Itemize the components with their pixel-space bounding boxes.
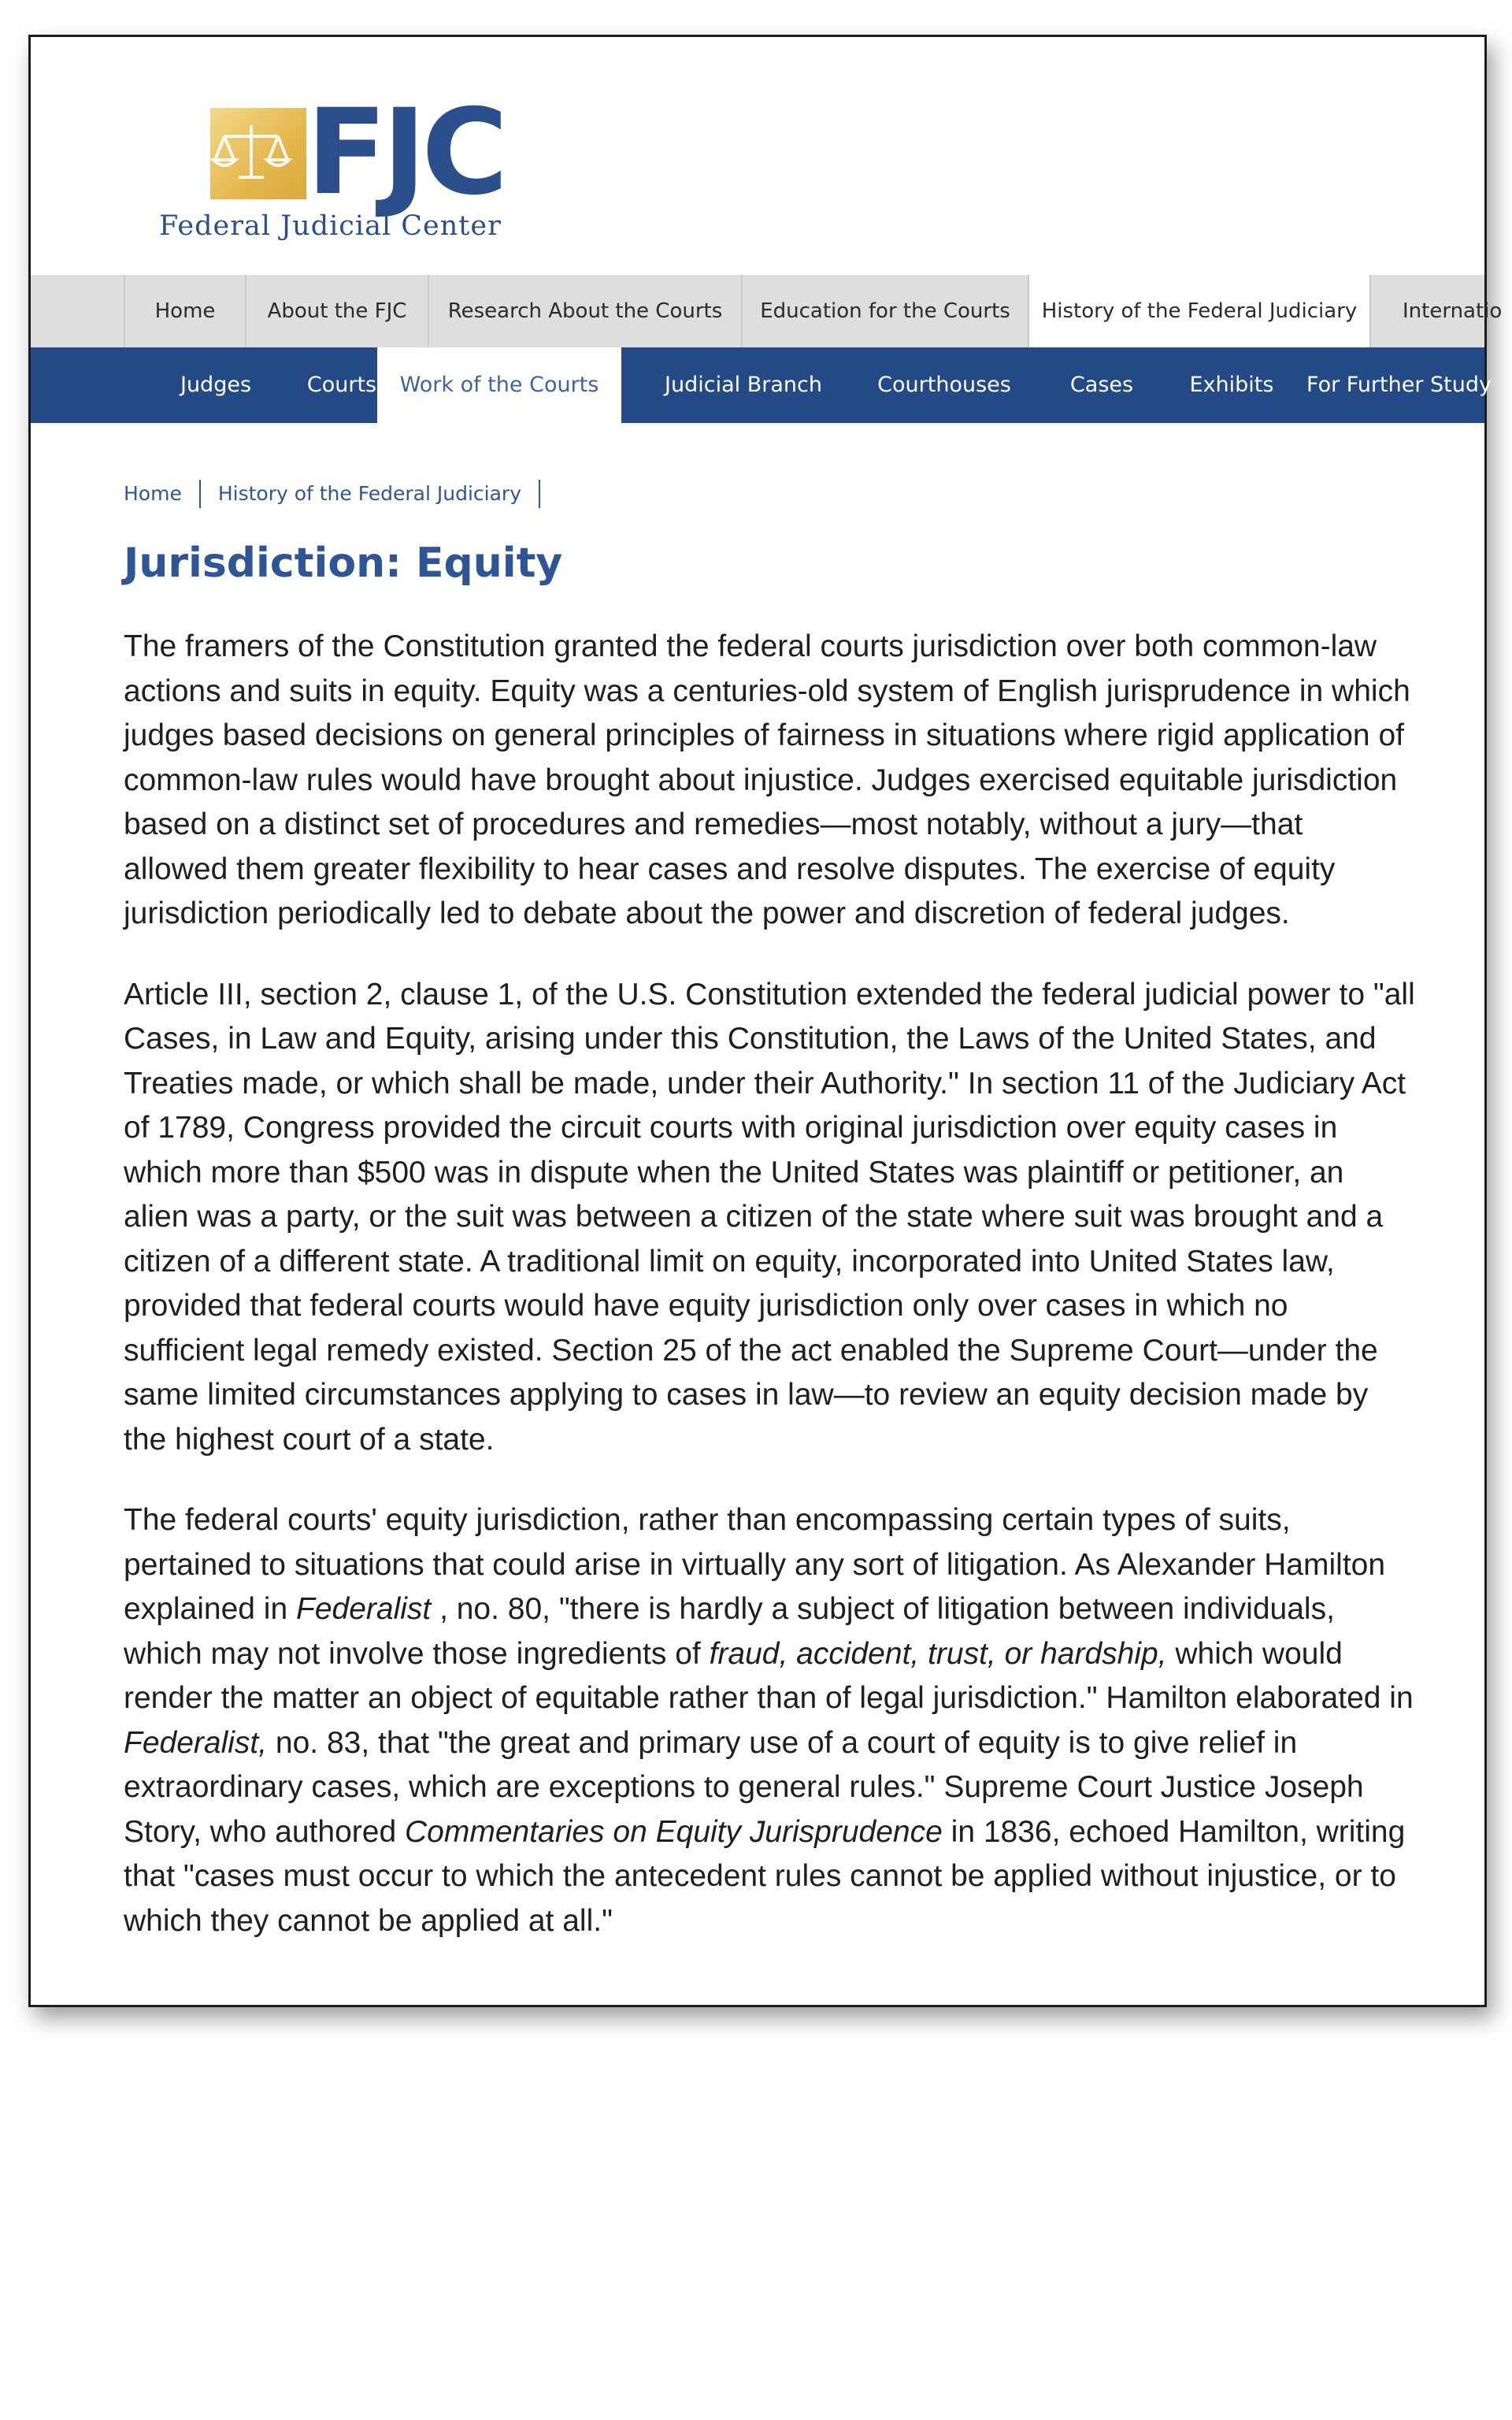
sub-nav-judges[interactable]: Judges — [180, 373, 252, 397]
p3-text-2: , no. 80, "there is hardly a subject of litigation between individuals, which may not involve those ingredients of — [124, 1592, 1335, 1671]
logo-letters: FJC — [306, 84, 504, 221]
breadcrumb — [124, 478, 558, 510]
fjc-logo[interactable] — [128, 72, 504, 245]
scales-of-justice-icon — [210, 108, 306, 199]
top-nav-home[interactable]: Home — [124, 275, 245, 347]
sub-nav-judicial-branch[interactable]: Judicial Branch — [665, 373, 822, 397]
logo-name: Federal Judicial Center — [159, 210, 502, 242]
sub-nav-exhibits[interactable]: Exhibits — [1189, 373, 1274, 397]
article-body — [124, 625, 1415, 1980]
top-nav-international[interactable]: Internatio — [1369, 275, 1484, 347]
p3-text-4: no. 83, that "the great and primary use of a court of equity is to give relief in extraordinary cases, which are exceptions to general rules." Supreme Court Justice Joseph Story, who authored — [124, 1725, 1364, 1849]
sub-nav-cases[interactable]: Cases — [1069, 373, 1134, 397]
paragraph-1: The framers of the Constitution granted the federal courts jurisdiction over both common-law actions and suits in equity. Equity was a centuries-old system of English jurisprudence in which judges based decisions on general principles of fairness in situations where rigid application of common-law rules would have brought about injustice. Judges exercised equitable jurisdiction based on a distinct set of procedures and remedies—most notably, without a jury—that allowed them greater flexibility to hear cases and resolve disputes. The exercise of equity jurisdiction periodically led to debate about the power and discretion of federal judges. — [124, 629, 1410, 930]
page-title: Jurisdiction: Equity — [124, 540, 563, 587]
top-nav-history[interactable]: History of the Federal Judiciary — [1028, 275, 1369, 349]
browser-page — [28, 35, 1503, 2007]
p3-text-1: The federal courts' equity jurisdiction, rather than encompassing certain types of suits, pertained to situations that could arise in virtually any sort of litigation. As Alexander Hamilton explained in — [124, 1503, 1386, 1626]
sub-nav — [31, 347, 1492, 423]
top-nav-about[interactable]: About the FJC — [245, 275, 428, 347]
breadcrumb-history[interactable]: History of the Federal Judiciary — [218, 480, 540, 508]
top-nav-research[interactable]: Research About the Courts — [428, 275, 741, 347]
sub-nav-work-of-the-courts[interactable]: Work of the Courts — [377, 347, 621, 423]
sub-nav-courts[interactable]: Courts — [306, 373, 377, 397]
breadcrumb-home[interactable]: Home — [124, 480, 201, 508]
sub-nav-courthouses[interactable]: Courthouses — [877, 373, 1011, 397]
p3-text-3: which would render the matter an object of equitable rather than of legal jurisdiction." Hamilton elaborated in — [124, 1636, 1414, 1715]
p3-commentaries: Commentaries on Equity Jurisprudence — [404, 1814, 943, 1849]
paragraph-2: Article III, section 2, clause 1, of the U.S. Constitution extended the federal judicial power to "all Cases, in Law and Equity, arising under this Constitution, the Laws of the United States, and Treaties made, or which shall be made, under their Authority." In section 11 of the Judiciary Act of 1789, Congress provided the circuit courts with original jurisdiction over equity cases in which more than $500 was in dispute when the United States was plaintiff or petitioner, an alien was a party, or the suit was between a citizen of the state where suit was brought and a citizen of a different state. A traditional limit on equity, incorporated into United States law, provided that federal courts would have equity jurisdiction only over cases in which no sufficient legal remedy existed. Section 25 of the act enabled the Supreme Court—under the same limited circumstances applying to cases in law—to review an equity decision made by the highest court of a state. — [124, 977, 1415, 1457]
paragraph-3 — [124, 1498, 1415, 1943]
sub-nav-further-study[interactable]: For Further Study — [1306, 373, 1492, 397]
p3-ingredients: fraud, accident, trust, or hardship, — [709, 1636, 1167, 1671]
top-nav-education[interactable]: Education for the Courts — [741, 275, 1028, 347]
p3-federalist-1: Federalist — [296, 1592, 432, 1626]
top-nav — [31, 275, 1503, 347]
p3-text-5: in 1836, echoed Hamilton, writing that "cases must occur to which the antecedent rules cannot be applied without injustice, or to which they cannot be applied at all." — [124, 1814, 1406, 1938]
p3-federalist-2: Federalist, — [124, 1725, 268, 1760]
